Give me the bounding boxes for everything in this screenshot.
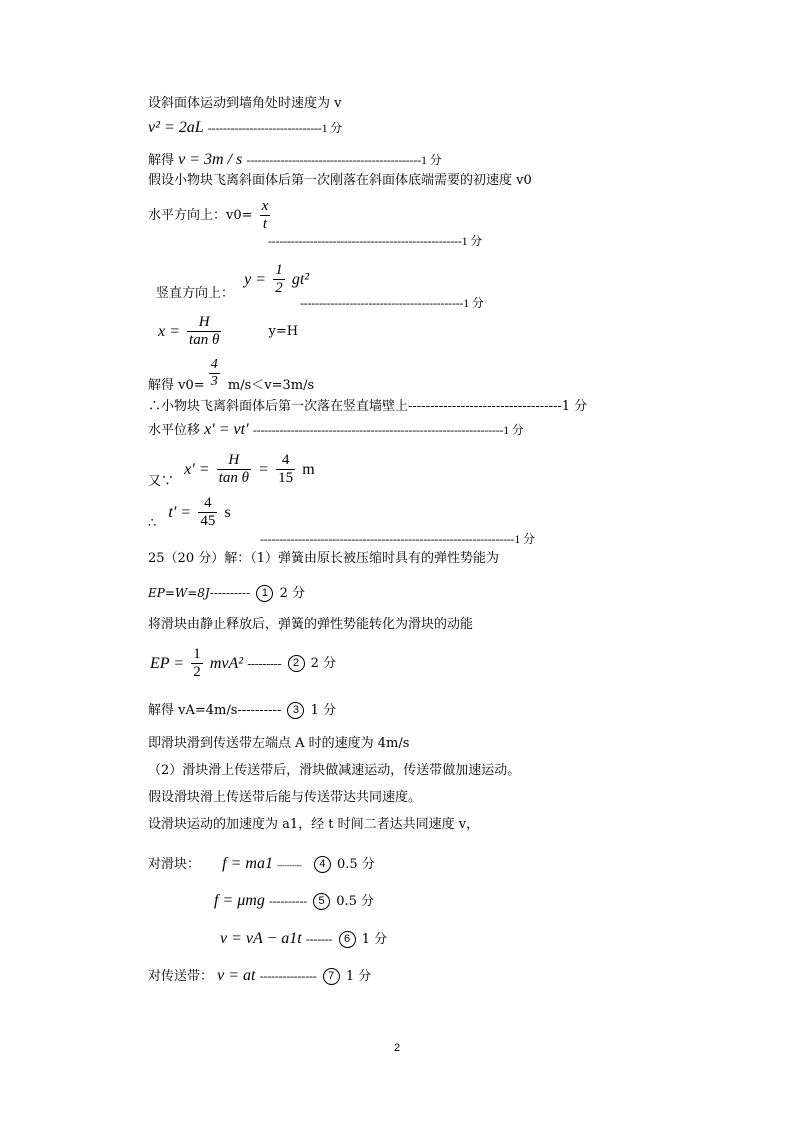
label: 对传送带： [148, 969, 214, 984]
score-dashes: ---------- [277, 861, 302, 870]
fraction [191, 646, 203, 682]
numerator: 4 [276, 452, 295, 470]
equation-line [148, 118, 342, 137]
equation-line [148, 150, 441, 169]
equation: v = at [217, 967, 256, 984]
equation: v = 3m / s [178, 151, 243, 168]
score-mark: -------------------------------------------------------------------1 分 [260, 532, 535, 546]
label: 水平方向上：v0= [148, 207, 253, 223]
equation: x′ = vt′ [204, 421, 249, 438]
circled-number: 2 [288, 655, 305, 672]
text-line: ∴小物块飞离斜面体后第一次落在竖直墙壁上-----------------------------------1 分 [148, 399, 588, 414]
text-line: 假设滑块滑上传送带后能与传送带达共同速度。 [148, 790, 422, 805]
score: 1 分 [310, 703, 337, 718]
equation: EP=W=8J---------- [148, 586, 251, 600]
circled-number: 6 [339, 931, 356, 948]
denominator: t [262, 216, 268, 233]
fraction [276, 452, 295, 488]
text-line: 25（20 分）解：（1）弹簧由原长被压缩时具有的弹性势能为 [148, 551, 499, 566]
label: 又∵ [148, 474, 175, 489]
equation-line [214, 891, 374, 910]
text-line: 即滑块滑到传送带左端点 A 时的速度为 4m/s [148, 736, 410, 751]
equation-line [148, 198, 273, 234]
label: 竖直方向上： [156, 286, 235, 301]
text-line: 设滑块运动的加速度为 a1，经 t 时间二者达共同速度 v， [148, 817, 480, 832]
equation-line [148, 354, 314, 394]
equation-line [156, 258, 309, 302]
equation-line [220, 929, 387, 948]
page-number: 2 [393, 1042, 401, 1054]
label: 解得 [148, 153, 175, 168]
label: 水平位移 [148, 423, 201, 438]
text-line: 将滑块由静止释放后，弹簧的弹性势能转化为滑块的动能 [148, 617, 474, 632]
numerator: 1 [273, 262, 285, 280]
score-dashes: ---------- [268, 894, 307, 908]
score-mark: ------------------------------------------------------------------1 分 [252, 423, 524, 437]
denominator: 15 [278, 470, 294, 487]
fraction [187, 314, 221, 350]
equation: f = μmg [214, 892, 265, 909]
equation: 解得 vA=4m/s---------- [148, 703, 282, 718]
numerator: 4 [209, 357, 220, 374]
unit: m [302, 461, 315, 479]
score: 0.5 分 [336, 894, 375, 909]
equation-right: mvA² [209, 655, 244, 673]
score-dashes: --------------- [259, 969, 317, 983]
score-dashes: ------- [305, 932, 333, 946]
denominator: tan θ [218, 470, 249, 487]
equation: f = ma1 [222, 855, 273, 872]
denominator: 45 [200, 513, 216, 530]
equation-left: y = [244, 271, 267, 289]
numerator: x [260, 198, 271, 216]
score: 2 分 [279, 586, 305, 601]
denominator: tan θ [189, 332, 220, 349]
equation-line [148, 702, 336, 719]
equation-left: x = [158, 323, 180, 341]
circled-number: 5 [313, 893, 330, 910]
circled-number: 4 [314, 856, 331, 873]
equation: v² = 2aL [148, 119, 204, 136]
label: ∴ [148, 516, 157, 531]
denominator: 2 [275, 280, 283, 297]
equation-line [158, 314, 298, 350]
numerator: H [187, 314, 221, 332]
equation-left: x′ = [184, 461, 210, 479]
score: 1 分 [361, 932, 388, 947]
fraction [217, 452, 251, 488]
numerator: 1 [191, 646, 203, 664]
circled-number: 1 [256, 585, 273, 602]
equation-line [148, 854, 375, 873]
denominator: 3 [210, 374, 218, 390]
equation-line [150, 646, 336, 682]
text-line: 设斜面体运动到墙角处时速度为 v [148, 96, 342, 111]
fraction [273, 262, 285, 298]
score-dashes: --------- [247, 656, 282, 671]
equation-line [148, 420, 524, 439]
equation-line [148, 494, 231, 532]
equation: v = vA − a1t [220, 930, 302, 947]
equation-line [148, 450, 315, 490]
score: 2 分 [310, 655, 337, 671]
score: 1 分 [345, 969, 372, 984]
equals: = [258, 461, 269, 479]
score-mark: ------------------------------1 分 [207, 121, 343, 135]
score-mark: -------------------------------------------1 分 [300, 296, 484, 310]
score: 0.5 分 [337, 857, 375, 872]
condition: y=H [268, 323, 299, 339]
equation-line [148, 585, 305, 602]
equation-right: gt² [291, 271, 310, 289]
score-mark: ---------------------------------------------------1 分 [268, 234, 483, 248]
unit: s [224, 504, 231, 522]
fraction [209, 357, 220, 390]
result: m/s＜v=3m/s [227, 378, 315, 393]
score-mark: ----------------------------------------------1 分 [246, 153, 442, 167]
fraction [260, 198, 271, 234]
circled-number: 3 [287, 702, 304, 719]
label: 解得 v0= [148, 378, 205, 393]
equation-left: EP = [150, 655, 185, 673]
text-line: （2）滑块滑上传送带后，滑块做减速运动，传送带做加速运动。 [148, 763, 521, 778]
numerator: H [217, 452, 251, 470]
text-line: 假设小物块飞离斜面体后第一次刚落在斜面体底端需要的初速度 v0 [148, 173, 532, 188]
fraction [198, 495, 217, 531]
label: 对滑块： [148, 857, 201, 872]
denominator: 2 [193, 664, 201, 681]
equation-left: t′ = [168, 504, 192, 522]
numerator: 4 [198, 495, 217, 513]
equation-line [148, 966, 371, 985]
circled-number: 7 [323, 968, 340, 985]
